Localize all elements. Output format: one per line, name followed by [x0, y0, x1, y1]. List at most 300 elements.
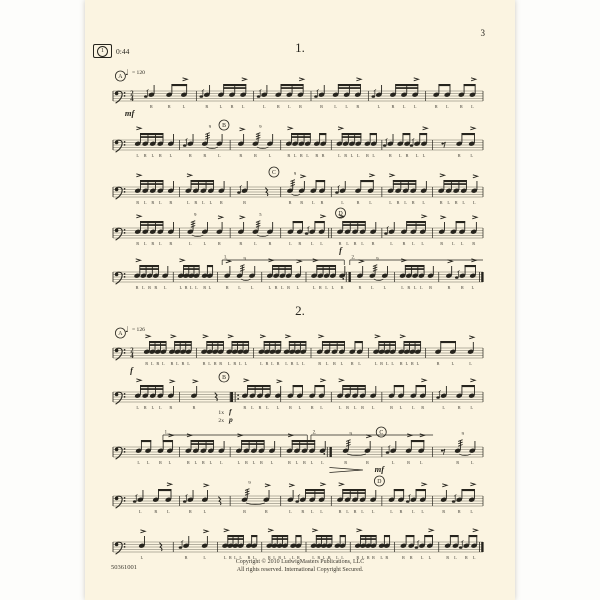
svg-text:1x: 1x: [218, 410, 224, 416]
dynamic-marking: f: [130, 365, 133, 375]
measure: [190, 380, 230, 410]
svg-text:L: L: [321, 460, 324, 465]
svg-text:R: R: [298, 241, 302, 246]
svg-text:L: L: [346, 241, 349, 246]
svg-text:L: L: [136, 405, 140, 410]
measure: [435, 336, 483, 366]
svg-text:R: R: [181, 361, 185, 366]
svg-text:L: L: [422, 153, 426, 158]
svg-text:4: 4: [130, 353, 134, 361]
svg-text:9: 9: [293, 171, 297, 176]
svg-text:L: L: [402, 104, 406, 109]
measure: [287, 171, 332, 205]
svg-text:1.: 1.: [223, 255, 228, 261]
svg-text:R: R: [391, 104, 395, 109]
track-number: 1: [97, 46, 108, 57]
svg-text:L: L: [262, 104, 266, 109]
svg-text:L: L: [301, 361, 305, 366]
piece-title-2: 2.: [295, 303, 305, 318]
svg-text:B: B: [222, 375, 226, 381]
svg-text:L: L: [371, 509, 375, 514]
svg-text:C: C: [379, 430, 384, 436]
svg-text:L: L: [346, 509, 349, 514]
svg-text:R: R: [464, 555, 468, 560]
svg-text:L: L: [283, 555, 287, 560]
measure: [441, 431, 483, 465]
svg-text:A: A: [118, 331, 123, 337]
svg-text:L: L: [420, 285, 423, 290]
svg-text:R: R: [288, 460, 291, 465]
svg-text:L: L: [151, 405, 155, 410]
svg-text:L: L: [445, 104, 449, 109]
svg-text:L: L: [312, 285, 316, 290]
svg-text:L: L: [470, 405, 474, 410]
svg-text:R: R: [327, 555, 331, 560]
svg-text:L: L: [451, 361, 455, 366]
svg-text:L: L: [162, 361, 165, 366]
svg-text:L: L: [391, 361, 395, 366]
svg-text:L: L: [169, 153, 173, 158]
svg-text:L: L: [460, 241, 464, 246]
svg-text:R: R: [265, 361, 269, 366]
svg-text:9: 9: [243, 256, 246, 261]
svg-text:R: R: [296, 555, 300, 560]
svg-text:R: R: [320, 200, 324, 205]
measure: [187, 212, 230, 246]
svg-text:L: L: [399, 405, 403, 410]
svg-text:L: L: [422, 200, 426, 205]
svg-text:5: 5: [259, 212, 262, 217]
svg-text:R: R: [402, 241, 406, 246]
measure: [310, 529, 350, 560]
svg-text:L: L: [187, 361, 190, 366]
svg-text:f: f: [229, 407, 232, 416]
svg-text:R: R: [440, 241, 444, 246]
svg-text:R: R: [167, 104, 171, 109]
svg-text:R: R: [301, 509, 305, 514]
svg-text:L: L: [189, 285, 193, 290]
svg-text:R: R: [184, 555, 188, 560]
svg-text:L: L: [143, 200, 147, 205]
svg-text:L: L: [140, 555, 144, 560]
svg-text:R: R: [264, 509, 268, 514]
svg-text:L: L: [405, 361, 409, 366]
svg-text:L: L: [142, 285, 145, 290]
svg-text:L: L: [390, 241, 393, 246]
svg-text:R: R: [460, 285, 464, 290]
svg-text:R: R: [219, 361, 223, 366]
svg-text:L: L: [411, 241, 415, 246]
svg-text:L: L: [413, 285, 417, 290]
svg-text:R: R: [356, 555, 360, 560]
svg-text:R: R: [159, 460, 162, 465]
svg-text:R: R: [169, 200, 173, 205]
svg-text:R: R: [410, 361, 414, 366]
svg-text:L: L: [237, 460, 241, 465]
svg-text:R: R: [434, 104, 438, 109]
svg-text:L: L: [239, 361, 242, 366]
music-system-p1-1: [113, 68, 483, 118]
svg-text:L: L: [194, 460, 198, 465]
svg-text:R: R: [184, 285, 188, 290]
svg-text:L: L: [268, 153, 272, 158]
svg-text:L: L: [350, 153, 354, 158]
music-system-p2-2: [113, 372, 483, 424]
svg-text:A: A: [118, 74, 123, 80]
svg-text:L: L: [391, 460, 395, 465]
svg-text:R: R: [268, 241, 272, 246]
svg-text:L: L: [273, 555, 276, 560]
svg-text:R: R: [188, 509, 192, 514]
svg-text:L: L: [296, 361, 300, 366]
svg-text:2: 2: [130, 347, 134, 355]
svg-text:R: R: [219, 200, 223, 205]
svg-text:L: L: [166, 509, 170, 514]
dynamic-marking: mf: [374, 464, 385, 474]
svg-text:R: R: [143, 405, 147, 410]
svg-text:R: R: [151, 241, 155, 246]
svg-text:L: L: [380, 555, 384, 560]
svg-text:L: L: [338, 405, 342, 410]
svg-text:L: L: [469, 361, 472, 366]
svg-text:R: R: [290, 361, 294, 366]
svg-text:R: R: [399, 509, 403, 514]
svg-text:L: L: [452, 241, 455, 246]
svg-text:L: L: [413, 104, 417, 109]
svg-text:L: L: [268, 285, 272, 290]
svg-text:R: R: [380, 361, 384, 366]
svg-text:L: L: [291, 555, 295, 560]
svg-text:L: L: [411, 405, 415, 410]
svg-text:R: R: [267, 555, 271, 560]
svg-text:R: R: [288, 405, 292, 410]
svg-text:2.: 2.: [312, 430, 317, 436]
svg-text:R: R: [407, 285, 411, 290]
catalog-number: 50361001: [111, 564, 137, 571]
svg-text:R: R: [156, 361, 160, 366]
measure: [383, 127, 433, 158]
measure: [224, 256, 262, 290]
svg-text:R: R: [143, 153, 147, 158]
music-system-p2-5: [113, 529, 484, 560]
svg-text:L: L: [244, 361, 248, 366]
svg-text:L: L: [298, 405, 302, 410]
svg-text:L: L: [136, 153, 140, 158]
svg-text:4: 4: [130, 96, 134, 104]
measure: [237, 181, 281, 205]
svg-text:R: R: [230, 104, 234, 109]
svg-text:R: R: [338, 241, 342, 246]
svg-text:L: L: [241, 104, 245, 109]
svg-text:L: L: [239, 555, 243, 560]
svg-text:R: R: [454, 200, 458, 205]
svg-text:L: L: [353, 405, 357, 410]
svg-text:L: L: [377, 104, 381, 109]
svg-text:L: L: [150, 361, 154, 366]
svg-text:L: L: [203, 509, 207, 514]
svg-text:L: L: [420, 555, 424, 560]
svg-text:L: L: [361, 555, 365, 560]
svg-text:R: R: [457, 405, 461, 410]
svg-text:L: L: [416, 361, 420, 366]
svg-text:R: R: [303, 460, 306, 465]
svg-text:L: L: [471, 285, 475, 290]
svg-text:R: R: [287, 153, 291, 158]
svg-text:R: R: [421, 405, 425, 410]
music-system-p1-3: [113, 167, 483, 205]
svg-text:L: L: [202, 200, 205, 205]
svg-text:R: R: [192, 405, 196, 410]
svg-text:9: 9: [376, 256, 379, 261]
svg-text:L: L: [325, 285, 328, 290]
svg-text:L: L: [389, 200, 392, 205]
sheet-page: [85, 0, 515, 600]
measure: [356, 256, 394, 290]
svg-text:L: L: [369, 200, 372, 205]
svg-text:R: R: [201, 460, 205, 465]
dynamic-marking: f: [339, 245, 342, 255]
svg-text:R: R: [457, 153, 461, 158]
svg-text:L: L: [251, 405, 254, 410]
svg-text:L: L: [338, 153, 341, 158]
svg-text:L: L: [203, 241, 207, 246]
svg-text:L: L: [203, 555, 207, 560]
svg-text:L: L: [158, 405, 162, 410]
svg-text:R: R: [186, 460, 190, 465]
svg-text:R: R: [243, 509, 247, 514]
svg-text:R: R: [318, 361, 322, 366]
svg-text:R: R: [399, 361, 403, 366]
svg-text:L: L: [143, 241, 147, 246]
svg-text:R: R: [136, 200, 140, 205]
svg-text:R: R: [202, 361, 206, 366]
svg-text:L: L: [325, 361, 329, 366]
svg-text:R: R: [287, 285, 291, 290]
svg-text:L: L: [168, 460, 172, 465]
track-time: 0:44: [116, 46, 130, 56]
svg-text:L: L: [421, 509, 425, 514]
svg-text:L: L: [227, 361, 231, 366]
measure: [183, 484, 230, 514]
svg-text:R: R: [170, 361, 174, 366]
svg-text:L: L: [471, 104, 474, 109]
svg-text:L: L: [320, 509, 323, 514]
svg-text:R: R: [258, 405, 262, 410]
svg-text:L: L: [336, 555, 339, 560]
svg-text:L: L: [470, 509, 474, 514]
measure: [438, 216, 483, 246]
svg-text:R: R: [388, 153, 392, 158]
svg-text:L: L: [415, 153, 419, 158]
svg-text:L: L: [281, 285, 284, 290]
svg-text:L: L: [371, 405, 375, 410]
svg-text:L: L: [371, 285, 374, 290]
svg-text:R: R: [401, 555, 405, 560]
measure: [222, 529, 262, 560]
svg-text:L: L: [306, 153, 309, 158]
svg-text:9: 9: [461, 431, 464, 436]
svg-text:p: p: [229, 415, 233, 424]
svg-text:R: R: [148, 285, 152, 290]
svg-text:1.: 1.: [164, 430, 169, 436]
svg-text:R: R: [346, 405, 350, 410]
svg-text:L: L: [260, 361, 263, 366]
svg-text:R: R: [194, 200, 198, 205]
svg-text:L: L: [310, 460, 314, 465]
measure: [241, 480, 281, 514]
svg-text:R: R: [365, 153, 369, 158]
svg-text:R: R: [149, 104, 153, 109]
svg-text:L: L: [220, 460, 223, 465]
svg-text:L: L: [271, 361, 274, 366]
measure: [138, 530, 173, 560]
svg-text:L: L: [254, 241, 257, 246]
measure: [183, 124, 230, 158]
svg-text:L: L: [151, 153, 155, 158]
svg-text:L: L: [383, 285, 387, 290]
svg-text:R: R: [243, 200, 247, 205]
svg-text:L: L: [234, 555, 237, 560]
svg-text:L: L: [270, 460, 274, 465]
svg-text:R: R: [276, 361, 280, 366]
svg-text:L: L: [361, 241, 364, 246]
svg-text:R: R: [136, 241, 140, 246]
svg-text:R: R: [372, 555, 375, 560]
svg-text:L: L: [340, 361, 344, 366]
svg-text:R: R: [203, 153, 207, 158]
dynamic-marking: mf: [124, 108, 135, 118]
measure: [237, 124, 280, 158]
svg-text:L: L: [374, 361, 378, 366]
svg-text:L: L: [358, 361, 361, 366]
svg-text:L: L: [138, 509, 142, 514]
svg-text:L: L: [341, 200, 344, 205]
music-system-p2-4: [113, 476, 483, 514]
piece-title-1: 1.: [295, 40, 305, 55]
svg-text:L: L: [238, 285, 241, 290]
svg-text:L: L: [223, 555, 227, 560]
svg-text:L: L: [288, 104, 291, 109]
music-system-p2-3: [113, 427, 483, 474]
svg-text:9: 9: [349, 431, 352, 436]
svg-text:B: B: [222, 123, 226, 129]
svg-text:R: R: [429, 285, 433, 290]
svg-text:L: L: [472, 200, 476, 205]
svg-text:L: L: [341, 555, 344, 560]
measure: [354, 529, 394, 560]
svg-text:L: L: [209, 460, 213, 465]
svg-text:R: R: [446, 555, 450, 560]
svg-text:L: L: [266, 405, 269, 410]
svg-text:L: L: [401, 285, 404, 290]
svg-text:L: L: [186, 200, 190, 205]
svg-text:L: L: [320, 241, 323, 246]
svg-text:L: L: [454, 555, 457, 560]
svg-text:L: L: [311, 200, 315, 205]
svg-text:R: R: [411, 200, 415, 205]
svg-text:L: L: [179, 285, 183, 290]
svg-text:R: R: [203, 285, 207, 290]
svg-text:R: R: [356, 104, 360, 109]
svg-text:D: D: [338, 211, 343, 217]
svg-text:R: R: [228, 555, 232, 560]
svg-text:D: D: [377, 479, 382, 485]
svg-text:R: R: [456, 460, 460, 465]
svg-text:R: R: [405, 153, 409, 158]
svg-text:L: L: [176, 361, 179, 366]
svg-text:R: R: [338, 509, 342, 514]
svg-text:L: L: [331, 285, 335, 290]
svg-text:2: 2: [130, 90, 134, 98]
svg-text:R: R: [366, 555, 370, 560]
svg-text:R: R: [361, 405, 365, 410]
svg-text:♩: ♩: [125, 325, 129, 334]
svg-text:R: R: [274, 285, 278, 290]
svg-text:L: L: [470, 153, 474, 158]
svg-text:R: R: [145, 361, 149, 366]
svg-text:R: R: [344, 460, 348, 465]
svg-text:R: R: [278, 555, 282, 560]
svg-text:L: L: [385, 361, 389, 366]
measure: [179, 530, 218, 560]
svg-text:R: R: [151, 200, 155, 205]
svg-text:L: L: [312, 555, 315, 560]
svg-text:L: L: [218, 153, 221, 158]
music-system-p1-4: [113, 208, 483, 255]
svg-text:L: L: [390, 509, 393, 514]
svg-text:R: R: [213, 361, 217, 366]
svg-text:R: R: [358, 285, 362, 290]
svg-text:L: L: [188, 241, 192, 246]
svg-text:L: L: [310, 241, 314, 246]
svg-text:R: R: [188, 153, 192, 158]
svg-text:R: R: [259, 460, 263, 465]
svg-text:R: R: [396, 200, 400, 205]
music-notation: [85, 0, 515, 600]
svg-text:R: R: [154, 509, 158, 514]
measure: [177, 259, 217, 290]
svg-text:L: L: [472, 555, 476, 560]
svg-text:R: R: [233, 361, 237, 366]
svg-text:R: R: [300, 200, 304, 205]
svg-text:R: R: [158, 153, 162, 158]
svg-text:R: R: [472, 241, 476, 246]
svg-text:9: 9: [194, 212, 197, 217]
svg-text:R: R: [299, 153, 303, 158]
svg-text:L: L: [470, 460, 474, 465]
svg-text:L: L: [158, 200, 162, 205]
svg-text:R: R: [407, 460, 411, 465]
svg-text:R: R: [409, 555, 413, 560]
svg-text:R: R: [317, 555, 321, 560]
svg-text:R: R: [353, 509, 357, 514]
svg-text:♩: ♩: [125, 68, 129, 77]
music-system-p1-5: [113, 256, 484, 291]
svg-text:L: L: [447, 200, 451, 205]
svg-text:L: L: [276, 405, 280, 410]
svg-text:R: R: [436, 361, 440, 366]
svg-text:L: L: [252, 460, 256, 465]
svg-text:9: 9: [259, 124, 262, 129]
svg-text:R: R: [318, 285, 322, 290]
svg-text:L: L: [289, 509, 292, 514]
svg-text:L: L: [208, 285, 212, 290]
music-system-p1-2: [113, 120, 483, 158]
svg-text:L: L: [345, 104, 349, 109]
svg-text:L: L: [158, 241, 162, 246]
svg-text:= 126: = 126: [132, 327, 145, 333]
svg-text:R: R: [390, 405, 394, 410]
